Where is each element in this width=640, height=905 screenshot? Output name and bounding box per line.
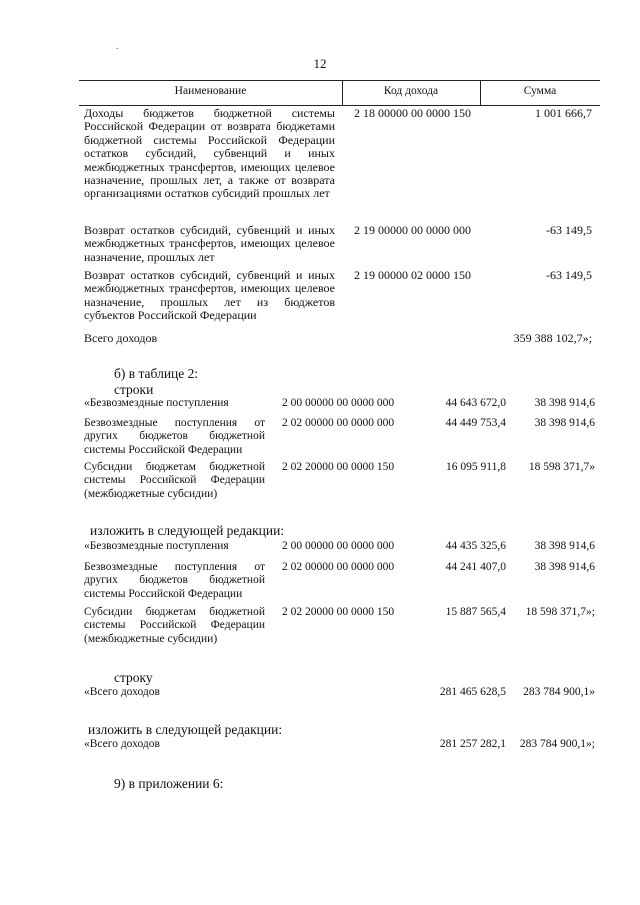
new-row-name: «Безвозмездные поступления: [84, 540, 229, 552]
old-row-value-1: 44 449 753,4: [445, 417, 506, 429]
old-row-value-2: 38 398 914,6: [534, 397, 595, 409]
section-heading: б) в таблице 2:: [114, 366, 199, 381]
new-row-value-2: 38 398 914,6: [534, 561, 595, 573]
replace-heading: изложить в следующей редакции:: [88, 722, 283, 737]
rows-heading: строки: [114, 382, 154, 397]
new-row-code: 2 00 00000 00 0000 000: [282, 540, 395, 552]
section-9-heading: 9) в приложении 6:: [114, 776, 224, 791]
old-total-label: «Всего доходов: [84, 686, 160, 698]
old-total-value-2: 283 784 900,1»: [523, 686, 595, 698]
total-label: Всего доходов: [84, 331, 158, 345]
new-row-value-1: 44 435 325,6: [445, 540, 506, 552]
table-row-sum: -63 149,5: [546, 223, 592, 237]
table-header: [79, 80, 600, 106]
table-row-code: 2 18 00000 00 0000 150: [354, 106, 471, 120]
header-sum: Сумма: [523, 85, 557, 97]
table-row-code: 2 19 00000 02 0000 150: [354, 268, 471, 282]
page-number: 12: [313, 56, 327, 71]
new-row-name: Безвозмездные поступления от других бюджетов бюджетной системы Российской Федерации: [84, 561, 265, 600]
old-row-value-1: 44 643 672,0: [445, 397, 506, 409]
old-row-value-1: 16 095 911,8: [446, 461, 506, 473]
new-total-value-2: 283 784 900,1»;: [519, 738, 595, 750]
total-sum: 359 388 102,7»;: [513, 331, 592, 345]
new-row-name: Субсидии бюджетам бюджетной системы Российской Федерации (межбюджетные субсидии): [84, 606, 265, 645]
old-row-name: Безвозмездные поступления от других бюджетов бюджетной системы Российской Федерации: [84, 417, 265, 456]
table-row-sum: -63 149,5: [546, 268, 592, 282]
table-row-name: Возврат остатков субсидий, субвенций и иных межбюджетных трансфертов, имеющих целевое назначение, прошлых лет из бюджетов субъектов Российской Федерации: [84, 268, 335, 323]
old-row-name: «Безвозмездные поступления: [84, 397, 229, 409]
stray-mark: .: [116, 41, 119, 52]
old-row-code: 2 02 00000 00 0000 000: [282, 417, 395, 429]
new-row-value-2: 18 598 371,7»;: [525, 606, 595, 618]
new-total-value-1: 281 257 282,1: [439, 738, 506, 750]
new-total-label: «Всего доходов: [84, 738, 160, 750]
table-row-sum: 1 001 666,7: [535, 106, 592, 120]
row-heading: строку: [114, 670, 153, 685]
header-name: Наименование: [174, 85, 247, 97]
replace-heading: изложить в следующей редакции:: [90, 523, 285, 538]
old-total-value-1: 281 465 628,5: [439, 686, 506, 698]
table-row-name: Возврат остатков субсидий, субвенций и иных межбюджетных трансфертов, имеющих целевое назначение, прошлых лет: [84, 223, 335, 264]
new-row-value-1: 44 241 407,0: [445, 561, 506, 573]
old-row-code: 2 02 20000 00 0000 150: [282, 461, 395, 473]
table-row-name: Доходы бюджетов бюджетной системы Российской Федерации от возврата бюджетами бюджетной системы Российской Федерации остатков субсидий, субвенций и иных межбюджетных трансфертов, имеющих целевое назначение, прошлых лет, а также от возврата организациями остатков субсидий прошлых лет: [84, 106, 335, 201]
table-row-code: 2 19 00000 00 0000 000: [354, 223, 471, 237]
old-row-value-2: 38 398 914,6: [534, 417, 595, 429]
new-row-value-2: 38 398 914,6: [534, 540, 595, 552]
header-code: Код дохода: [383, 85, 439, 97]
old-row-value-2: 18 598 371,7»: [528, 461, 595, 473]
new-row-code: 2 02 20000 00 0000 150: [282, 606, 395, 618]
old-row-name: Субсидии бюджетам бюджетной системы Российской Федерации (межбюджетные субсидии): [84, 461, 265, 500]
new-row-value-1: 15 887 565,4: [445, 606, 506, 618]
old-row-code: 2 00 00000 00 0000 000: [282, 397, 395, 409]
new-row-code: 2 02 00000 00 0000 000: [282, 561, 395, 573]
